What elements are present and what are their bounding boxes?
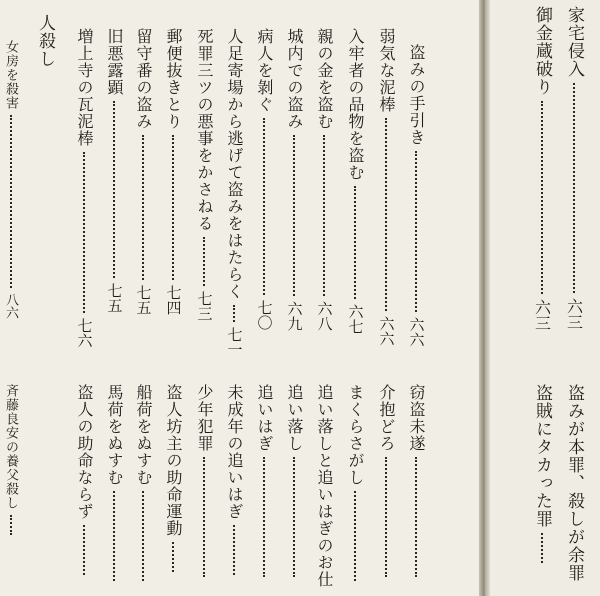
toc-entry bbox=[347, 28, 363, 334]
dot-leader bbox=[172, 135, 174, 280]
toc-entry bbox=[4, 384, 17, 535]
entry-title: 女房を殺害 bbox=[3, 40, 18, 110]
dot-leader bbox=[113, 101, 115, 278]
toc-entry bbox=[135, 28, 151, 315]
entry-title: 盗みが本罪、殺しが余罪 bbox=[564, 384, 584, 582]
toc-entry bbox=[533, 6, 550, 331]
dot-leader bbox=[415, 151, 417, 312]
entry-title: 旧悪露顕 bbox=[105, 28, 124, 96]
page-number: 七一 bbox=[225, 327, 244, 357]
entry-title: 死罪三ツの悪事をかさねる bbox=[195, 28, 214, 232]
dot-leader bbox=[83, 525, 85, 575]
entry-title: 盗人の助命ならず bbox=[75, 384, 94, 520]
toc-entry bbox=[196, 28, 212, 321]
page-number: 六六 bbox=[377, 316, 396, 346]
entry-title: 家宅侵入 bbox=[564, 6, 584, 78]
entry-title: 入牢者の品物を盗む bbox=[346, 28, 365, 181]
dot-leader bbox=[233, 525, 235, 575]
page-number: 六八 bbox=[315, 301, 334, 331]
toc-entry bbox=[226, 384, 242, 575]
page-number: 七〇 bbox=[255, 300, 274, 330]
entry-title: 弱気な泥棒 bbox=[377, 28, 396, 113]
page-number: 七五 bbox=[105, 283, 124, 313]
toc-entry bbox=[226, 28, 242, 357]
toc-section-heading bbox=[36, 14, 53, 68]
dot-leader bbox=[354, 186, 356, 299]
dot-leader bbox=[263, 118, 265, 295]
toc-entry bbox=[76, 28, 92, 348]
book-gutter bbox=[479, 0, 490, 596]
entry-title: 城内での盗み bbox=[285, 28, 304, 130]
toc-entry bbox=[378, 28, 394, 346]
entry-title: 親の金を盗む bbox=[315, 28, 334, 130]
dot-leader bbox=[385, 457, 387, 577]
entry-title: 郵便抜きとり bbox=[164, 28, 183, 130]
dot-leader bbox=[541, 101, 543, 294]
dot-leader bbox=[415, 457, 417, 577]
toc-entry bbox=[378, 384, 394, 577]
entry-title: 介抱どろ bbox=[377, 384, 396, 452]
toc-entry bbox=[408, 384, 424, 577]
entry-title: 斉藤良安の養父殺し bbox=[3, 384, 18, 510]
toc-entry bbox=[316, 384, 332, 588]
page-number: 七六 bbox=[75, 318, 94, 348]
dot-leader bbox=[541, 533, 543, 563]
toc-entry bbox=[256, 28, 272, 330]
dot-leader bbox=[263, 457, 265, 577]
entry-title: 追い落しと追いはぎのお仕 bbox=[315, 384, 334, 588]
entry-title: 窃盗未遂 bbox=[407, 384, 426, 452]
entry-title: 追い落し bbox=[285, 384, 304, 452]
toc-entry bbox=[165, 384, 181, 572]
toc-entry bbox=[286, 384, 302, 577]
entry-title: 病人を剝ぐ bbox=[255, 28, 274, 113]
dot-leader bbox=[323, 135, 325, 296]
entry-title: 留守番の盗み bbox=[134, 28, 153, 130]
dot-leader bbox=[113, 491, 115, 581]
page-number: 七五 bbox=[134, 285, 153, 315]
dot-leader bbox=[354, 491, 356, 581]
dot-leader bbox=[10, 115, 12, 288]
toc-entry bbox=[565, 384, 582, 582]
dot-leader bbox=[142, 135, 144, 280]
toc-entry bbox=[565, 6, 582, 330]
entry-title: 追いはぎ bbox=[255, 384, 274, 452]
dot-leader bbox=[385, 118, 387, 311]
entry-title: 増上寺の瓦泥棒 bbox=[75, 28, 94, 147]
entry-title: 盗みの手引き bbox=[407, 44, 426, 146]
toc-entry bbox=[316, 28, 332, 331]
entry-title: 船荷をぬすむ bbox=[134, 384, 153, 486]
page-number: 六七 bbox=[346, 304, 365, 334]
section-title: 人殺し bbox=[35, 14, 55, 68]
entry-title: 人足寄場から逃げて盗みをはたらく bbox=[225, 28, 244, 300]
entry-title: 少年犯罪 bbox=[195, 384, 214, 452]
page-number: 六九 bbox=[285, 301, 304, 331]
toc-entry bbox=[165, 28, 181, 315]
toc-entry bbox=[408, 44, 424, 347]
toc-entry bbox=[135, 384, 151, 581]
entry-title: 馬荷をぬすむ bbox=[105, 384, 124, 486]
page-number: 六六 bbox=[407, 317, 426, 347]
dot-leader bbox=[573, 83, 575, 293]
dot-leader bbox=[293, 457, 295, 577]
page-number: 七四 bbox=[164, 285, 183, 315]
dot-leader bbox=[233, 305, 235, 322]
entry-title: まくらさがし bbox=[346, 384, 365, 486]
right-page bbox=[490, 0, 600, 596]
dot-leader bbox=[10, 515, 12, 535]
toc-entry bbox=[76, 384, 92, 575]
dot-leader bbox=[83, 152, 85, 313]
toc-entry bbox=[106, 384, 122, 581]
page-number: 六三 bbox=[532, 299, 552, 331]
page-number: 六三 bbox=[564, 298, 584, 330]
dot-leader bbox=[142, 491, 144, 581]
toc-entry bbox=[196, 384, 212, 577]
toc-entry bbox=[106, 28, 122, 313]
toc-entry bbox=[4, 40, 17, 319]
entry-title: 盗人坊主の助命運動 bbox=[164, 384, 183, 537]
dot-leader bbox=[203, 457, 205, 577]
entry-title: 未成年の追いはぎ bbox=[225, 384, 244, 520]
toc-entry bbox=[533, 384, 550, 563]
entry-title: 盗賊にタカった罪 bbox=[532, 384, 552, 528]
toc-entry bbox=[286, 28, 302, 331]
dot-leader bbox=[172, 542, 174, 572]
entry-title: 御金蔵破り bbox=[532, 6, 552, 96]
page-number: 八六 bbox=[3, 293, 18, 319]
toc-entry bbox=[256, 384, 272, 577]
dot-leader bbox=[203, 237, 205, 286]
toc-entry bbox=[347, 384, 363, 581]
page-number: 七三 bbox=[195, 291, 214, 321]
dot-leader bbox=[293, 135, 295, 296]
